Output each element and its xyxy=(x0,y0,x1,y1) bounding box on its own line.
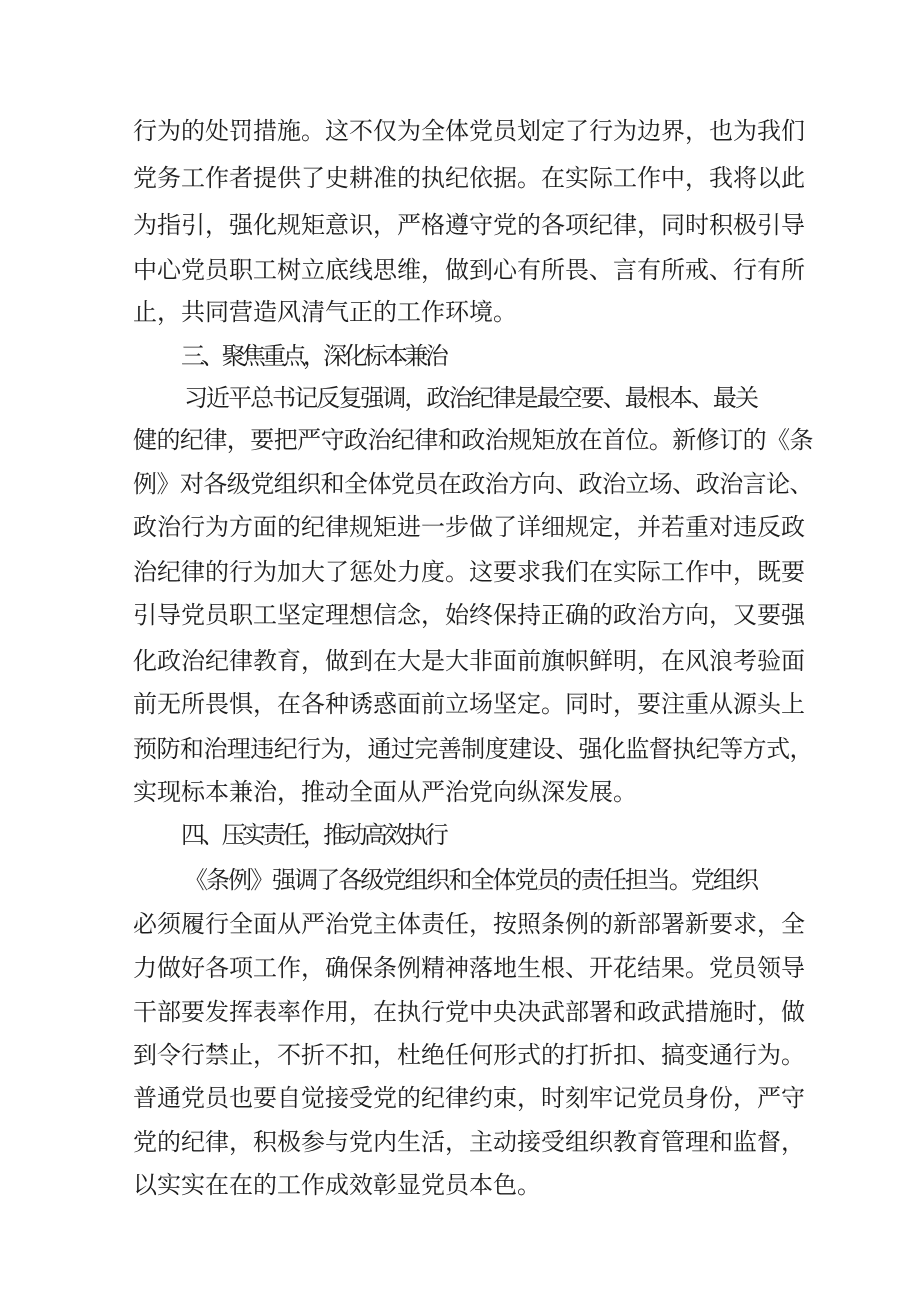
paragraph-line: 预防和治理违纪行为，通过完善制度建设、强化监督执纪等方式， xyxy=(133,735,813,763)
paragraph-line: 前无所畏惧，在各种诱惑面前立场坚定。同时，要注重从源头上 xyxy=(133,690,805,718)
paragraph-line: 力做好各项工作，确保条例精神落地生根、开花结果。党员领导 xyxy=(133,954,805,982)
paragraph-line: 以实实在在的工作成效彰显党员本色。 xyxy=(133,1171,541,1199)
section-heading-4: 四、压实责任，推动高效执行 xyxy=(181,821,445,849)
paragraph-line: 中心党员职工树立底线思维，做到心有所畏、言有所戒、行有所 xyxy=(133,256,805,284)
paragraph-line: 党的纪律，积极参与党内生活，主动接受组织教育管理和监督， xyxy=(133,1128,805,1156)
paragraph-line: 止，共同营造风清气正的工作环境。 xyxy=(133,298,517,326)
paragraph-line: 行为的处罚措施。这不仅为全体党员划定了行为边界，也为我们 xyxy=(133,117,805,145)
paragraph-line: 实现标本兼治，推动全面从严治党向纵深发展。 xyxy=(133,778,637,806)
paragraph-line: 干部要发挥表率作用，在执行党中央决武部署和政武措施时，做 xyxy=(133,998,805,1026)
paragraph-line: 引导党员职工坚定理想信念，始终保持正确的政治方向，又要强 xyxy=(133,601,805,629)
paragraph-line: 党务工作者提供了史耕准的执纪依据。在实际工作中，我将以此 xyxy=(133,164,805,192)
paragraph-line: 为指引，强化规矩意识，严格遵守党的各项纪律，同时积极引导 xyxy=(133,211,805,239)
paragraph-line: 政治行为方面的纪律规矩进一步做了详细规定，并若重对违反政 xyxy=(133,513,805,541)
paragraph-line: 习近平总书记反复强调，政治纪律是最空要、最根本、最关 xyxy=(184,384,757,412)
paragraph-line: 健的纪律，要把严守政治纪律和政治规矩放在首位。新修订的《条 xyxy=(133,426,813,454)
paragraph-line: 化政治纪律教育，做到在大是大非面前旗帜鲜明，在风浪考验面 xyxy=(133,647,805,675)
paragraph-line: 治纪律的行为加大了惩处力度。这要求我们在实际工作中，既要 xyxy=(133,558,805,586)
paragraph-line: 例》对各级党组织和全体党员在政治方向、政治立场、政治言论、 xyxy=(133,470,813,498)
section-heading-3: 三、聚焦重点，深化标本兼治 xyxy=(181,342,445,370)
paragraph-line: 普通党员也要自觉接受党的纪律约束，时刻牢记党员身份，严守 xyxy=(133,1084,805,1112)
paragraph-line: 必须履行全面从严治党主体责任，按照条例的新部署新要求，全 xyxy=(133,910,805,938)
paragraph-line: 《条例》强调了各级党组织和全体党员的责任担当。党组织 xyxy=(184,866,757,894)
paragraph-line: 到令行禁止，不折不扣，杜绝任何形式的打折扣、搞变通行为。 xyxy=(133,1041,805,1069)
